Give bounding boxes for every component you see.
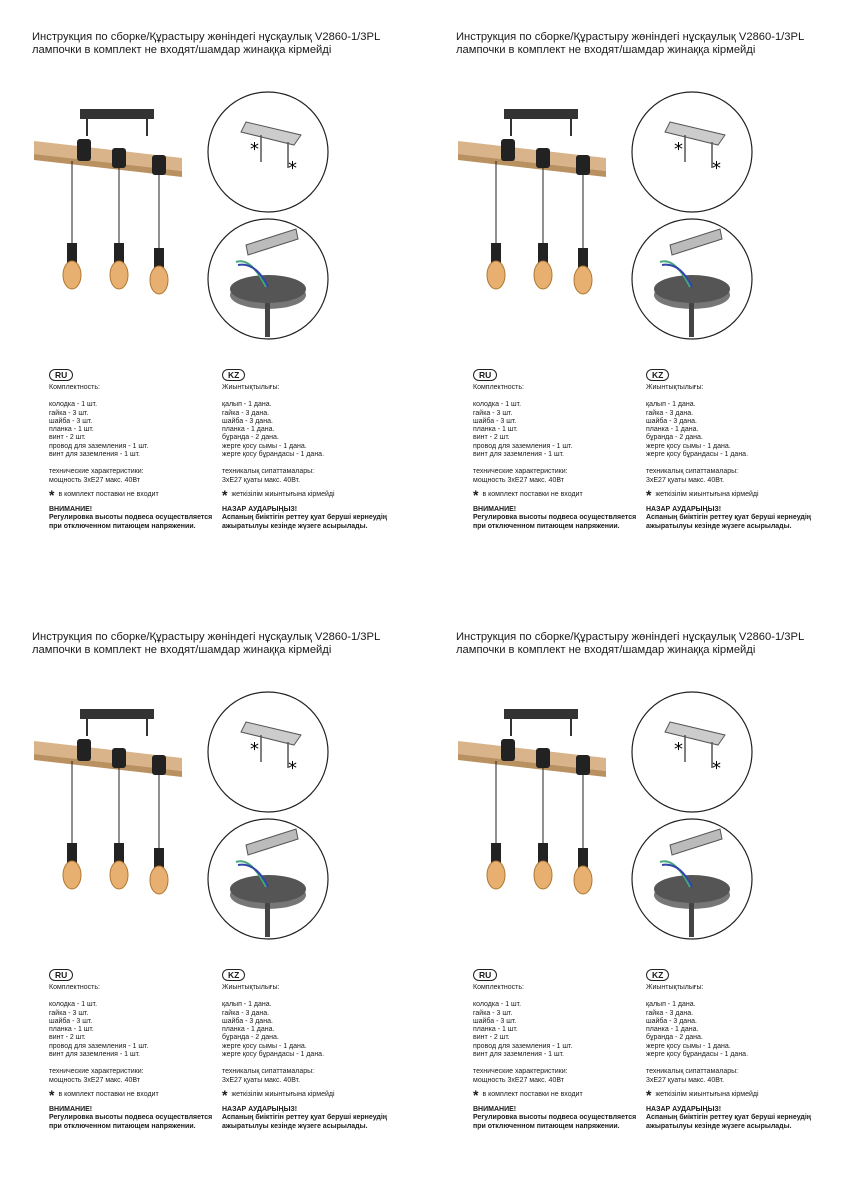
ru-section: RU Комплектность: колодка - 1 шт. гайка - 3 шт. шайба - 3 шт. планка - 1 шт. винт - 2 шт. провод для заземления - 1 шт. винт для заземления - 1 шт. технические характеристики: мощность 3xE27 макс. 40Вт * в комплект поставки не входит ВНИМАНИЕ! Регулировка высоты подвеса осуществляется при отключенном питающем напряжении. (473, 969, 648, 1131)
not-included-note: * в комплект поставки не входит (473, 1086, 583, 1103)
ceiling-cup-detail (206, 817, 330, 941)
ceiling-cup-detail (630, 217, 754, 341)
not-included-note: * в комплект поставки не входит (473, 486, 583, 503)
svg-text:*: * (288, 758, 297, 779)
instruction-sheet-3 (0, 600, 424, 1200)
ru-section: RU Комплектность: колодка - 1 шт. гайка - 3 шт. шайба - 3 шт. планка - 1 шт. винт - 2 шт. провод для заземления - 1 шт. винт для заземления - 1 шт. технические характеристики: мощность 3xE27 макс. 40Вт * в комплект поставки не входит ВНИМАНИЕ! Регулировка высоты подвеса осуществляется при отключенном питающем напряжении. (473, 369, 648, 531)
kz-section: KZ Жиынтықтылығы: қалып - 1 дана. гайка - 3 дана. шайба - 3 дана. планка - 1 дана. бұранда - 2 дана. жерге қосу сымы - 1 дана. жерге қосу бұрандасы - 1 дана. техникалық сипаттамалары: 3xE27 қуаты макс. 40Вт. * жеткізілім жиынтығына кірмейді НАЗАР АУДАРЫҢЫЗ! Аспаның биіктігін реттеу қуат беруші кернеудің ажыратылуы кезінде жүзеге асырылады. (646, 969, 836, 1131)
sheet-title: Инструкция по сборке/Құрастыру жөніндегі нұсқаулық V2860-1/3PL лампочки в комплект не входят/шамдар жинаққа кірмейді (456, 631, 805, 656)
chandelier-illustration (32, 703, 192, 903)
svg-text:*: * (712, 758, 721, 779)
not-included-note: * в комплект поставки не входит (49, 1086, 159, 1103)
svg-text:*: * (250, 739, 259, 760)
kz-section: KZ Жиынтықтылығы: қалып - 1 дана. гайка - 3 дана. шайба - 3 дана. планка - 1 дана. бұранда - 2 дана. жерге қосу сымы - 1 дана. жерге қосу бұрандасы - 1 дана. техникалық сипаттамалары: 3xE27 қуаты макс. 40Вт. * жеткізілім жиынтығына кірмейді НАЗАР АУДАРЫҢЫЗ! Аспаның биіктігін реттеу қуат беруші кернеудің ажыратылуы кезінде жүзеге асырылады. (646, 369, 836, 531)
svg-text:*: * (288, 158, 297, 179)
sheet-title: Инструкция по сборке/Құрастыру жөніндегі нұсқаулық V2860-1/3PL лампочки в комплект не входят/шамдар жинаққа кірмейді (32, 631, 381, 656)
instruction-sheet-2 (424, 0, 848, 600)
instruction-sheet-1 (0, 0, 424, 600)
not-included-note: * жеткізілім жиынтығына кірмейді (646, 1086, 759, 1103)
chandelier-illustration (456, 703, 616, 903)
svg-text:*: * (250, 139, 259, 160)
sheet-title: Инструкция по сборке/Құрастыру жөніндегі нұсқаулық V2860-1/3PL лампочки в комплект не входят/шамдар жинаққа кірмейді (456, 31, 805, 56)
mounting-plate-detail (206, 690, 330, 814)
ru-section: RU Комплектность: колодка - 1 шт. гайка - 3 шт. шайба - 3 шт. планка - 1 шт. винт - 2 шт. провод для заземления - 1 шт. винт для заземления - 1 шт. технические характеристики: мощность 3xE27 макс. 40Вт * в комплект поставки не входит ВНИМАНИЕ! Регулировка высоты подвеса осуществляется при отключенном питающем напряжении. (49, 969, 224, 1131)
not-included-note: * жеткізілім жиынтығына кірмейді (222, 486, 335, 503)
svg-text:*: * (712, 158, 721, 179)
ceiling-cup-detail (630, 817, 754, 941)
sheet-title: Инструкция по сборке/Құрастыру жөніндегі нұсқаулық V2860-1/3PL лампочки в комплект не входят/шамдар жинаққа кірмейді (32, 31, 381, 56)
ceiling-cup-detail (206, 217, 330, 341)
not-included-note: * в комплект поставки не входит (49, 486, 159, 503)
mounting-plate-detail (206, 90, 330, 214)
svg-text:*: * (674, 139, 683, 160)
mounting-plate-detail (630, 90, 754, 214)
svg-text:*: * (674, 739, 683, 760)
mounting-plate-detail (630, 690, 754, 814)
kz-section: KZ Жиынтықтылығы: қалып - 1 дана. гайка - 3 дана. шайба - 3 дана. планка - 1 дана. бұранда - 2 дана. жерге қосу сымы - 1 дана. жерге қосу бұрандасы - 1 дана. техникалық сипаттамалары: 3xE27 қуаты макс. 40Вт. * жеткізілім жиынтығына кірмейді НАЗАР АУДАРЫҢЫЗ! Аспаның биіктігін реттеу қуат беруші кернеудің ажыратылуы кезінде жүзеге асырылады. (222, 969, 412, 1131)
ru-section: RU Комплектность: колодка - 1 шт. гайка - 3 шт. шайба - 3 шт. планка - 1 шт. винт - 2 шт. провод для заземления - 1 шт. винт для заземления - 1 шт. технические характеристики: мощность 3xE27 макс. 40Вт * в комплект поставки не входит ВНИМАНИЕ! Регулировка высоты подвеса осуществляется при отключенном питающем напряжении. (49, 369, 224, 531)
kz-section: KZ Жиынтықтылығы: қалып - 1 дана. гайка - 3 дана. шайба - 3 дана. планка - 1 дана. бұранда - 2 дана. жерге қосу сымы - 1 дана. жерге қосу бұрандасы - 1 дана. техникалық сипаттамалары: 3xE27 қуаты макс. 40Вт. * жеткізілім жиынтығына кірмейді НАЗАР АУДАРЫҢЫЗ! Аспаның биіктігін реттеу қуат беруші кернеудің ажыратылуы кезінде жүзеге асырылады. (222, 369, 412, 531)
chandelier-illustration (456, 103, 616, 303)
not-included-note: * жеткізілім жиынтығына кірмейді (646, 486, 759, 503)
not-included-note: * жеткізілім жиынтығына кірмейді (222, 1086, 335, 1103)
instruction-sheet-4 (424, 600, 848, 1200)
chandelier-illustration (32, 103, 192, 303)
